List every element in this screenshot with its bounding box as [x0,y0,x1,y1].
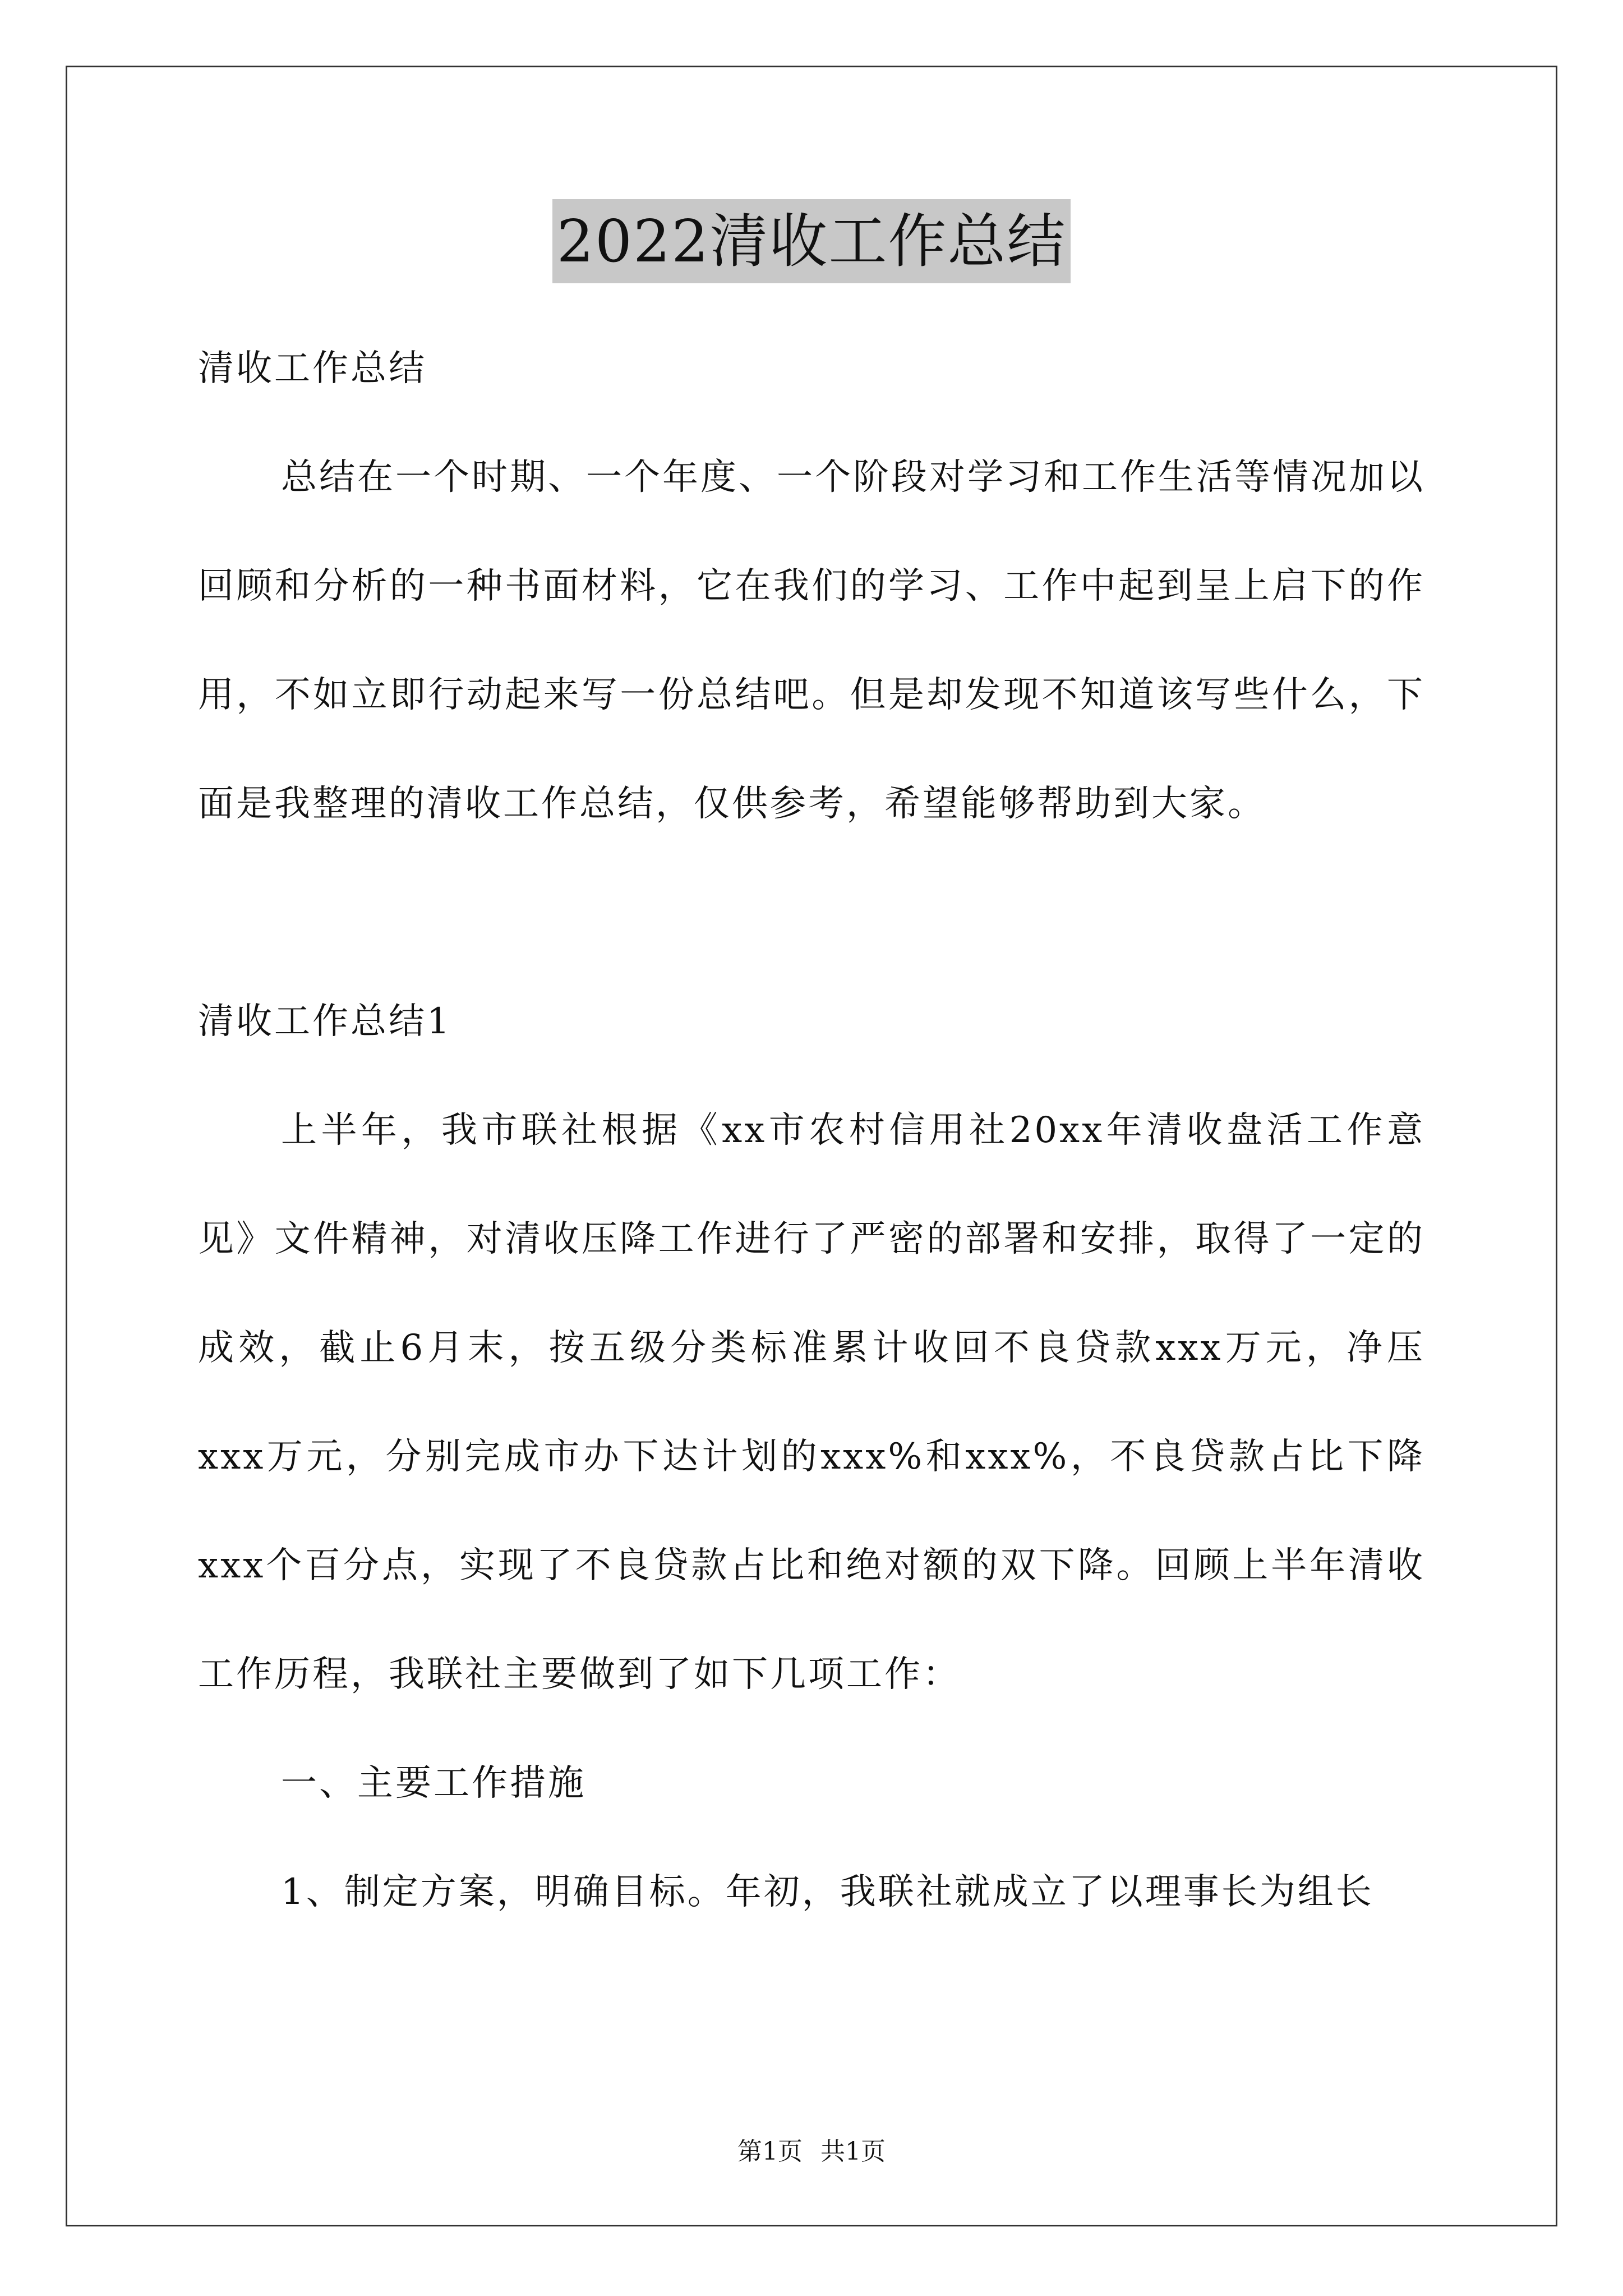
section-paragraph: 上半年，我市联社根据《xx市农村信用社20xx年清收盘活工作意见》文件精神，对清收压降工作进行了严密的部署和安排，取得了一定的成效，截止6月末，按五级分类标准累计收回不良贷款xxx万元，净压xxx万元，分别完成市办下达计划的xxx%和xxx%，不良贷款占比下降xxx个百分点，实现了不良贷款占比和绝对额的双下降。回顾上半年清收工作历程，我联社主要做到了如下几项工作： [198,1110,1425,1695]
section-heading: 清收工作总结1 [198,1001,452,1042]
document-title: 2022清收工作总结 [552,199,1071,283]
page-number: 第1页 [737,2137,803,2166]
subtitle: 清收工作总结 [198,348,427,389]
spacer [198,858,1425,967]
page-total: 共1页 [820,2137,886,2166]
page-footer [0,2135,1623,2169]
intro-paragraph: 总结在一个时期、一个年度、一个阶段对学习和工作生活等情况加以回顾和分析的一种书面材料，它在我们的学习、工作中起到呈上启下的作用，不如立即行动起来写一份总结吧。但是却发现不知道该写些什么，下面是我整理的清收工作总结，仅供参考，希望能够帮助到大家。 [198,457,1425,825]
document-body [198,314,1425,1947]
measures-heading: 一、主要工作措施 [281,1763,586,1804]
list-item: 1、制定方案，明确目标。年初，我联社就成立了以理事长为组长 [281,1871,1374,1913]
title-container [0,199,1623,283]
